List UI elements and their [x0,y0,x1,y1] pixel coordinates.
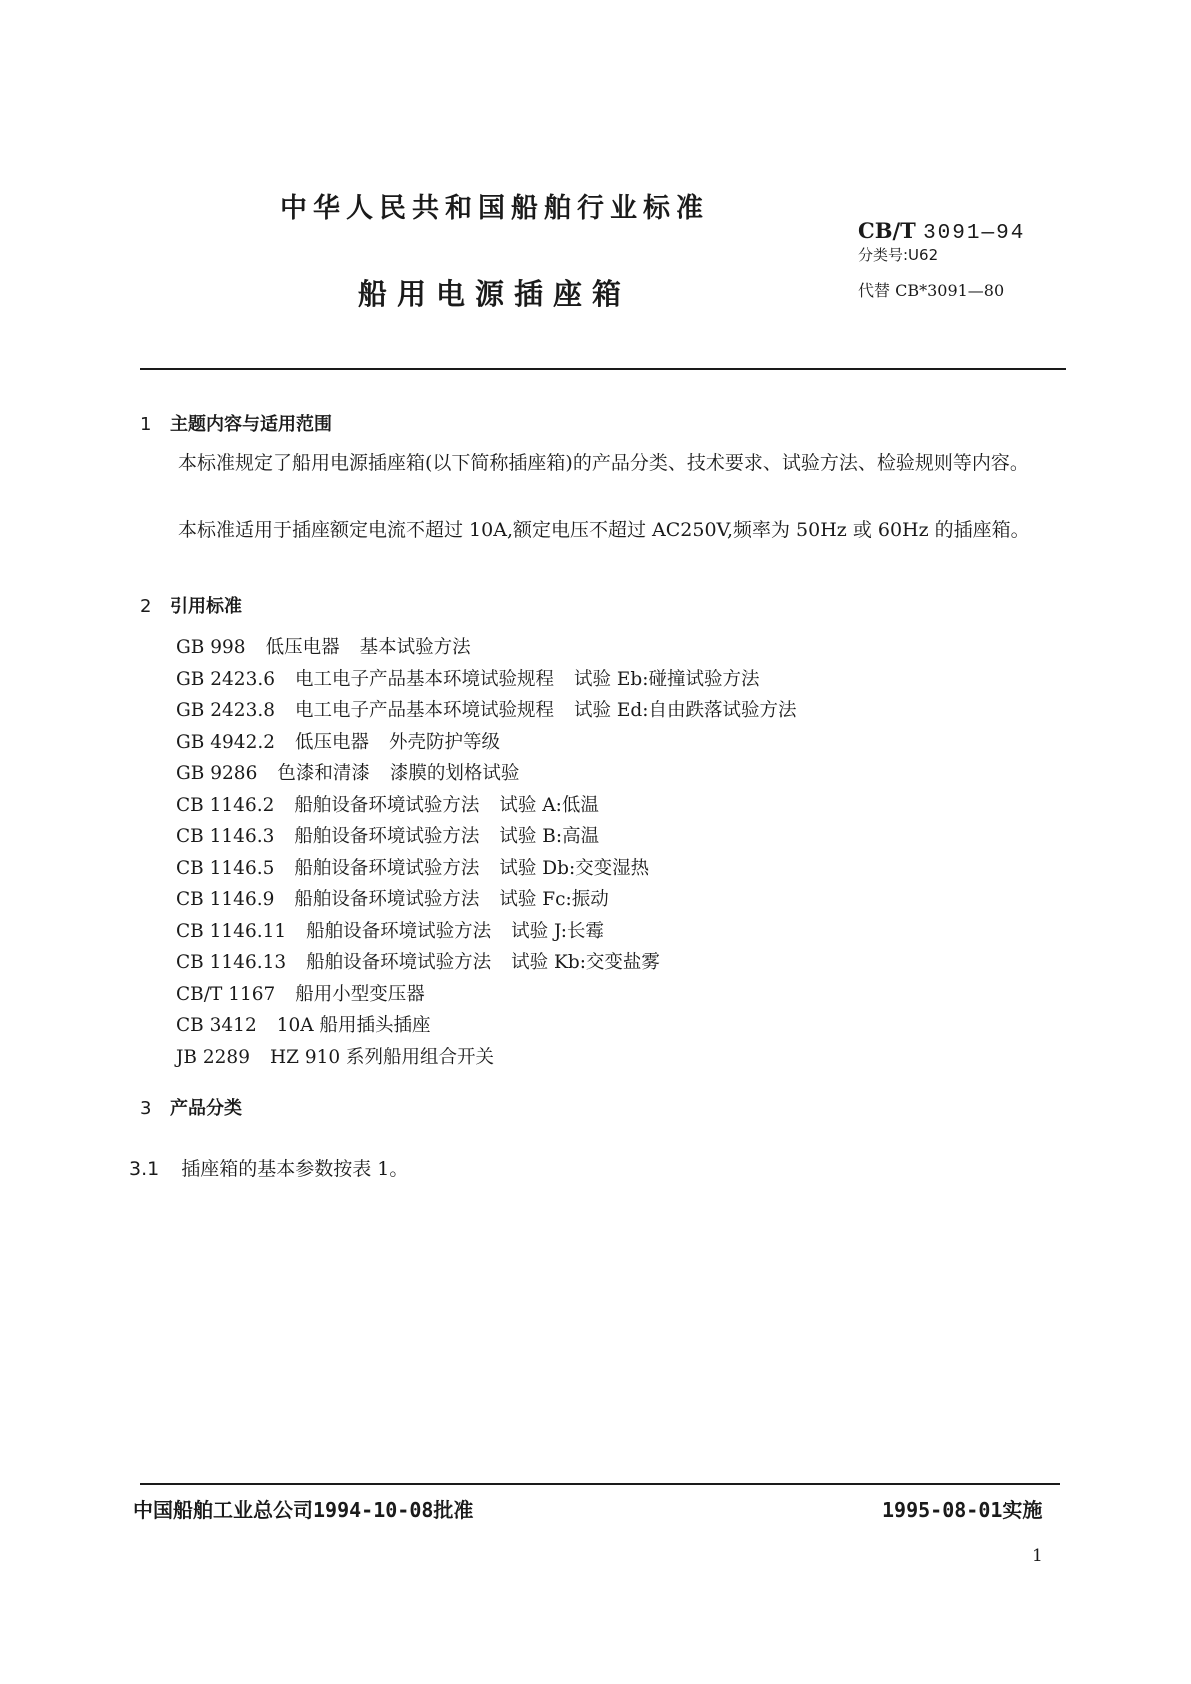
clause-text: 插座箱的基本参数按表 1。 [181,1158,409,1180]
reference-title: 船舶设备环境试验方法 [294,857,480,879]
reference-title: 电工电子产品基本环境试验规程 [295,700,555,721]
reference-title: 船用小型变压器 [295,983,425,1005]
section-1-heading [140,410,332,436]
reference-code: CB 1146.3 [176,826,275,847]
reference-code: CB 1146.13 [176,952,287,973]
reference-title: 电工电子产品基本环境试验规程 [295,668,555,690]
implementation-statement [882,1494,1042,1523]
section-title: 引用标准 [170,596,242,617]
reference-code: GB 998 [176,637,246,658]
standard-prefix: CB/T [858,218,916,243]
reference-item [176,853,816,885]
section-number: 1 [140,414,152,435]
reference-subtitle: 试验 Fc:振动 [499,889,609,910]
standard-code [858,218,1025,245]
paragraph-applicability: 本标准适用于插座额定电流不超过 10A,额定电压不超过 AC250V,频率为 50Hz 或 60Hz 的插座箱。 [178,519,1030,541]
reference-title: 船舶设备环境试验方法 [306,920,492,942]
reference-code: GB 9286 [176,763,258,784]
clause-number: 3.1 [129,1158,160,1180]
reference-subtitle: 试验 B:高温 [499,826,600,847]
classification-number: 分类号:U62 [858,246,939,264]
reference-title: 10A 船用插头插座 [276,1015,431,1036]
reference-title: 船舶设备环境试验方法 [306,952,492,973]
issuing-organization: 中华人民共和国船舶行业标准 [280,193,709,224]
reference-code: GB 2423.8 [176,700,275,721]
reference-title: 低压电器 [265,637,340,658]
reference-title: 低压电器 [295,731,370,753]
reference-subtitle: 试验 Ed:自由跌落试验方法 [574,700,797,721]
section-title: 产品分类 [170,1098,242,1119]
approver: 中国船舶工业总公司 [133,1498,313,1522]
implementation-date: 1995-08-01 [882,1498,1003,1522]
reference-item [176,916,816,948]
reference-item [176,947,816,979]
paragraph-scope: 本标准规定了船用电源插座箱(以下简称插座箱)的产品分类、技术要求、试验方法、检验规则等内容。 [178,452,1029,474]
reference-title: 船舶设备环境试验方法 [294,889,480,910]
reference-item [176,632,816,664]
reference-code: CB 1146.11 [176,920,287,942]
reference-subtitle: 试验 Eb:碰撞试验方法 [574,668,760,690]
reference-item [176,979,816,1011]
page-number: 1 [1032,1546,1043,1566]
section-title: 主题内容与适用范围 [170,414,332,435]
reference-subtitle: 试验 Kb:交变盐雾 [511,952,660,973]
reference-subtitle: 基本试验方法 [359,637,471,658]
section-number: 3 [140,1098,152,1119]
reference-subtitle: 外壳防护等级 [389,731,501,753]
reference-code: JB 2289 [176,1046,250,1068]
reference-item [176,695,816,727]
approval-date: 1994-10-08 [313,1498,434,1522]
approval-label: 批准 [433,1498,474,1522]
footer-divider [140,1483,1060,1485]
reference-subtitle: 试验 A:低温 [499,794,599,816]
reference-item [176,790,816,822]
reference-code: CB 1146.2 [176,794,275,816]
reference-code: CB 3412 [176,1015,257,1036]
reference-code: CB/T 1167 [176,983,276,1005]
replaces-standard: 代替 CB*3091—80 [858,281,1005,300]
implementation-label: 实施 [1002,1498,1043,1522]
reference-item [176,664,816,696]
reference-title: 船舶设备环境试验方法 [294,794,480,816]
reference-item [176,821,816,853]
standard-number: 3091—94 [923,222,1026,245]
reference-list [176,632,816,1073]
reference-subtitle: 试验 J:长霉 [511,920,604,942]
reference-title: HZ 910 系列船用组合开关 [269,1046,495,1068]
reference-item [176,727,816,759]
reference-subtitle: 漆膜的划格试验 [389,763,520,784]
section-2-heading [140,592,242,618]
header-divider [140,368,1066,370]
document-title: 船用电源插座箱 [358,277,632,311]
reference-item [176,1042,816,1074]
reference-code: CB 1146.9 [176,889,275,910]
reference-item [176,884,816,916]
reference-code: CB 1146.5 [176,857,275,879]
reference-code: GB 4942.2 [176,731,275,753]
section-number: 2 [140,596,152,617]
reference-title: 船舶设备环境试验方法 [294,826,480,847]
reference-item [176,1010,816,1042]
reference-title: 色漆和清漆 [277,763,370,784]
section-3-heading [140,1094,242,1120]
reference-code: GB 2423.6 [176,668,275,690]
approval-statement [133,1494,473,1523]
reference-item [176,758,816,790]
clause-3-1 [129,1154,408,1181]
reference-subtitle: 试验 Db:交变湿热 [499,857,650,879]
